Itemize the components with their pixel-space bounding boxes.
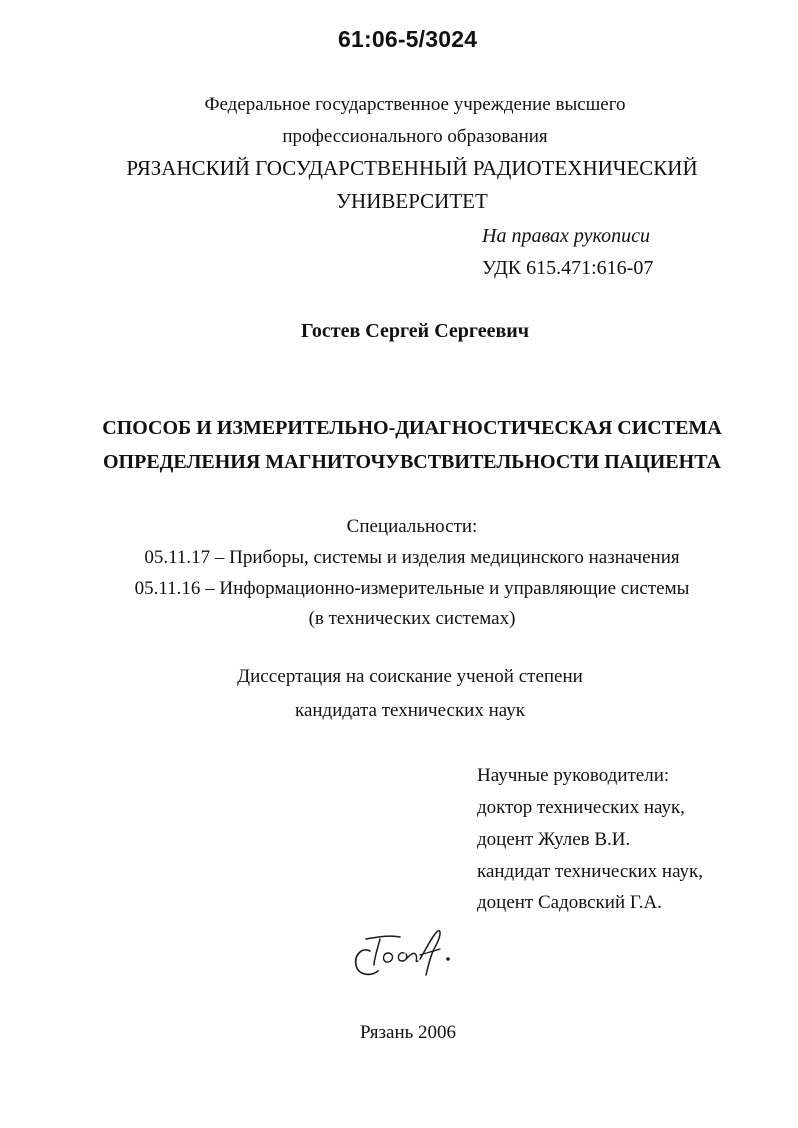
city-and-year: Рязань 2006 — [359, 1022, 457, 1043]
specialty-item: 05.11.17 – Приборы, системы и изделия медицинского назначения — [144, 547, 680, 568]
specialty-item: (в технических системах) — [308, 608, 516, 629]
udk-code: УДК 615.471:616-07 — [482, 257, 654, 279]
university-name-line-2: УНИВЕРСИТЕТ — [336, 189, 488, 213]
signature-icon — [348, 925, 458, 985]
dissertation-title-line-2: ОПРЕДЕЛЕНИЯ МАГНИТОЧУВСТВИТЕЛЬНОСТИ ПАЦИЕНТА — [102, 451, 721, 473]
supervisors-heading: Научные руководители: — [477, 765, 670, 786]
dissertation-degree-line-1: Диссертация на соискание ученой степени — [237, 666, 583, 687]
dissertation-title-line-1: СПОСОБ И ИЗМЕРИТЕЛЬНО-ДИАГНОСТИЧЕСКАЯ СИСТЕМА — [102, 417, 722, 439]
university-name-line-1: РЯЗАНСКИЙ ГОСУДАРСТВЕННЫЙ РАДИОТЕХНИЧЕСКИЙ — [126, 156, 698, 180]
dissertation-degree-line-2: кандидата технических наук — [295, 700, 525, 721]
supervisor-line: доктор технических наук, — [477, 797, 685, 818]
supervisor-line: доцент Садовский Г.А. — [477, 892, 662, 913]
supervisor-line: доцент Жулев В.И. — [477, 829, 631, 850]
institution-line-1: Федеральное государственное учреждение высшего — [204, 94, 626, 115]
specialties-heading: Специальности: — [346, 516, 478, 537]
institution-line-2: профессионального образования — [282, 126, 548, 147]
manuscript-rights: На правах рукописи — [482, 225, 650, 247]
author-name: Гостев Сергей Сергеевич — [300, 320, 530, 342]
supervisor-line: кандидат технических наук, — [477, 861, 704, 882]
specialty-item: 05.11.16 – Информационно-измерительные и управляющие системы — [134, 578, 690, 599]
document-code: 61:06-5/3024 — [338, 26, 478, 52]
